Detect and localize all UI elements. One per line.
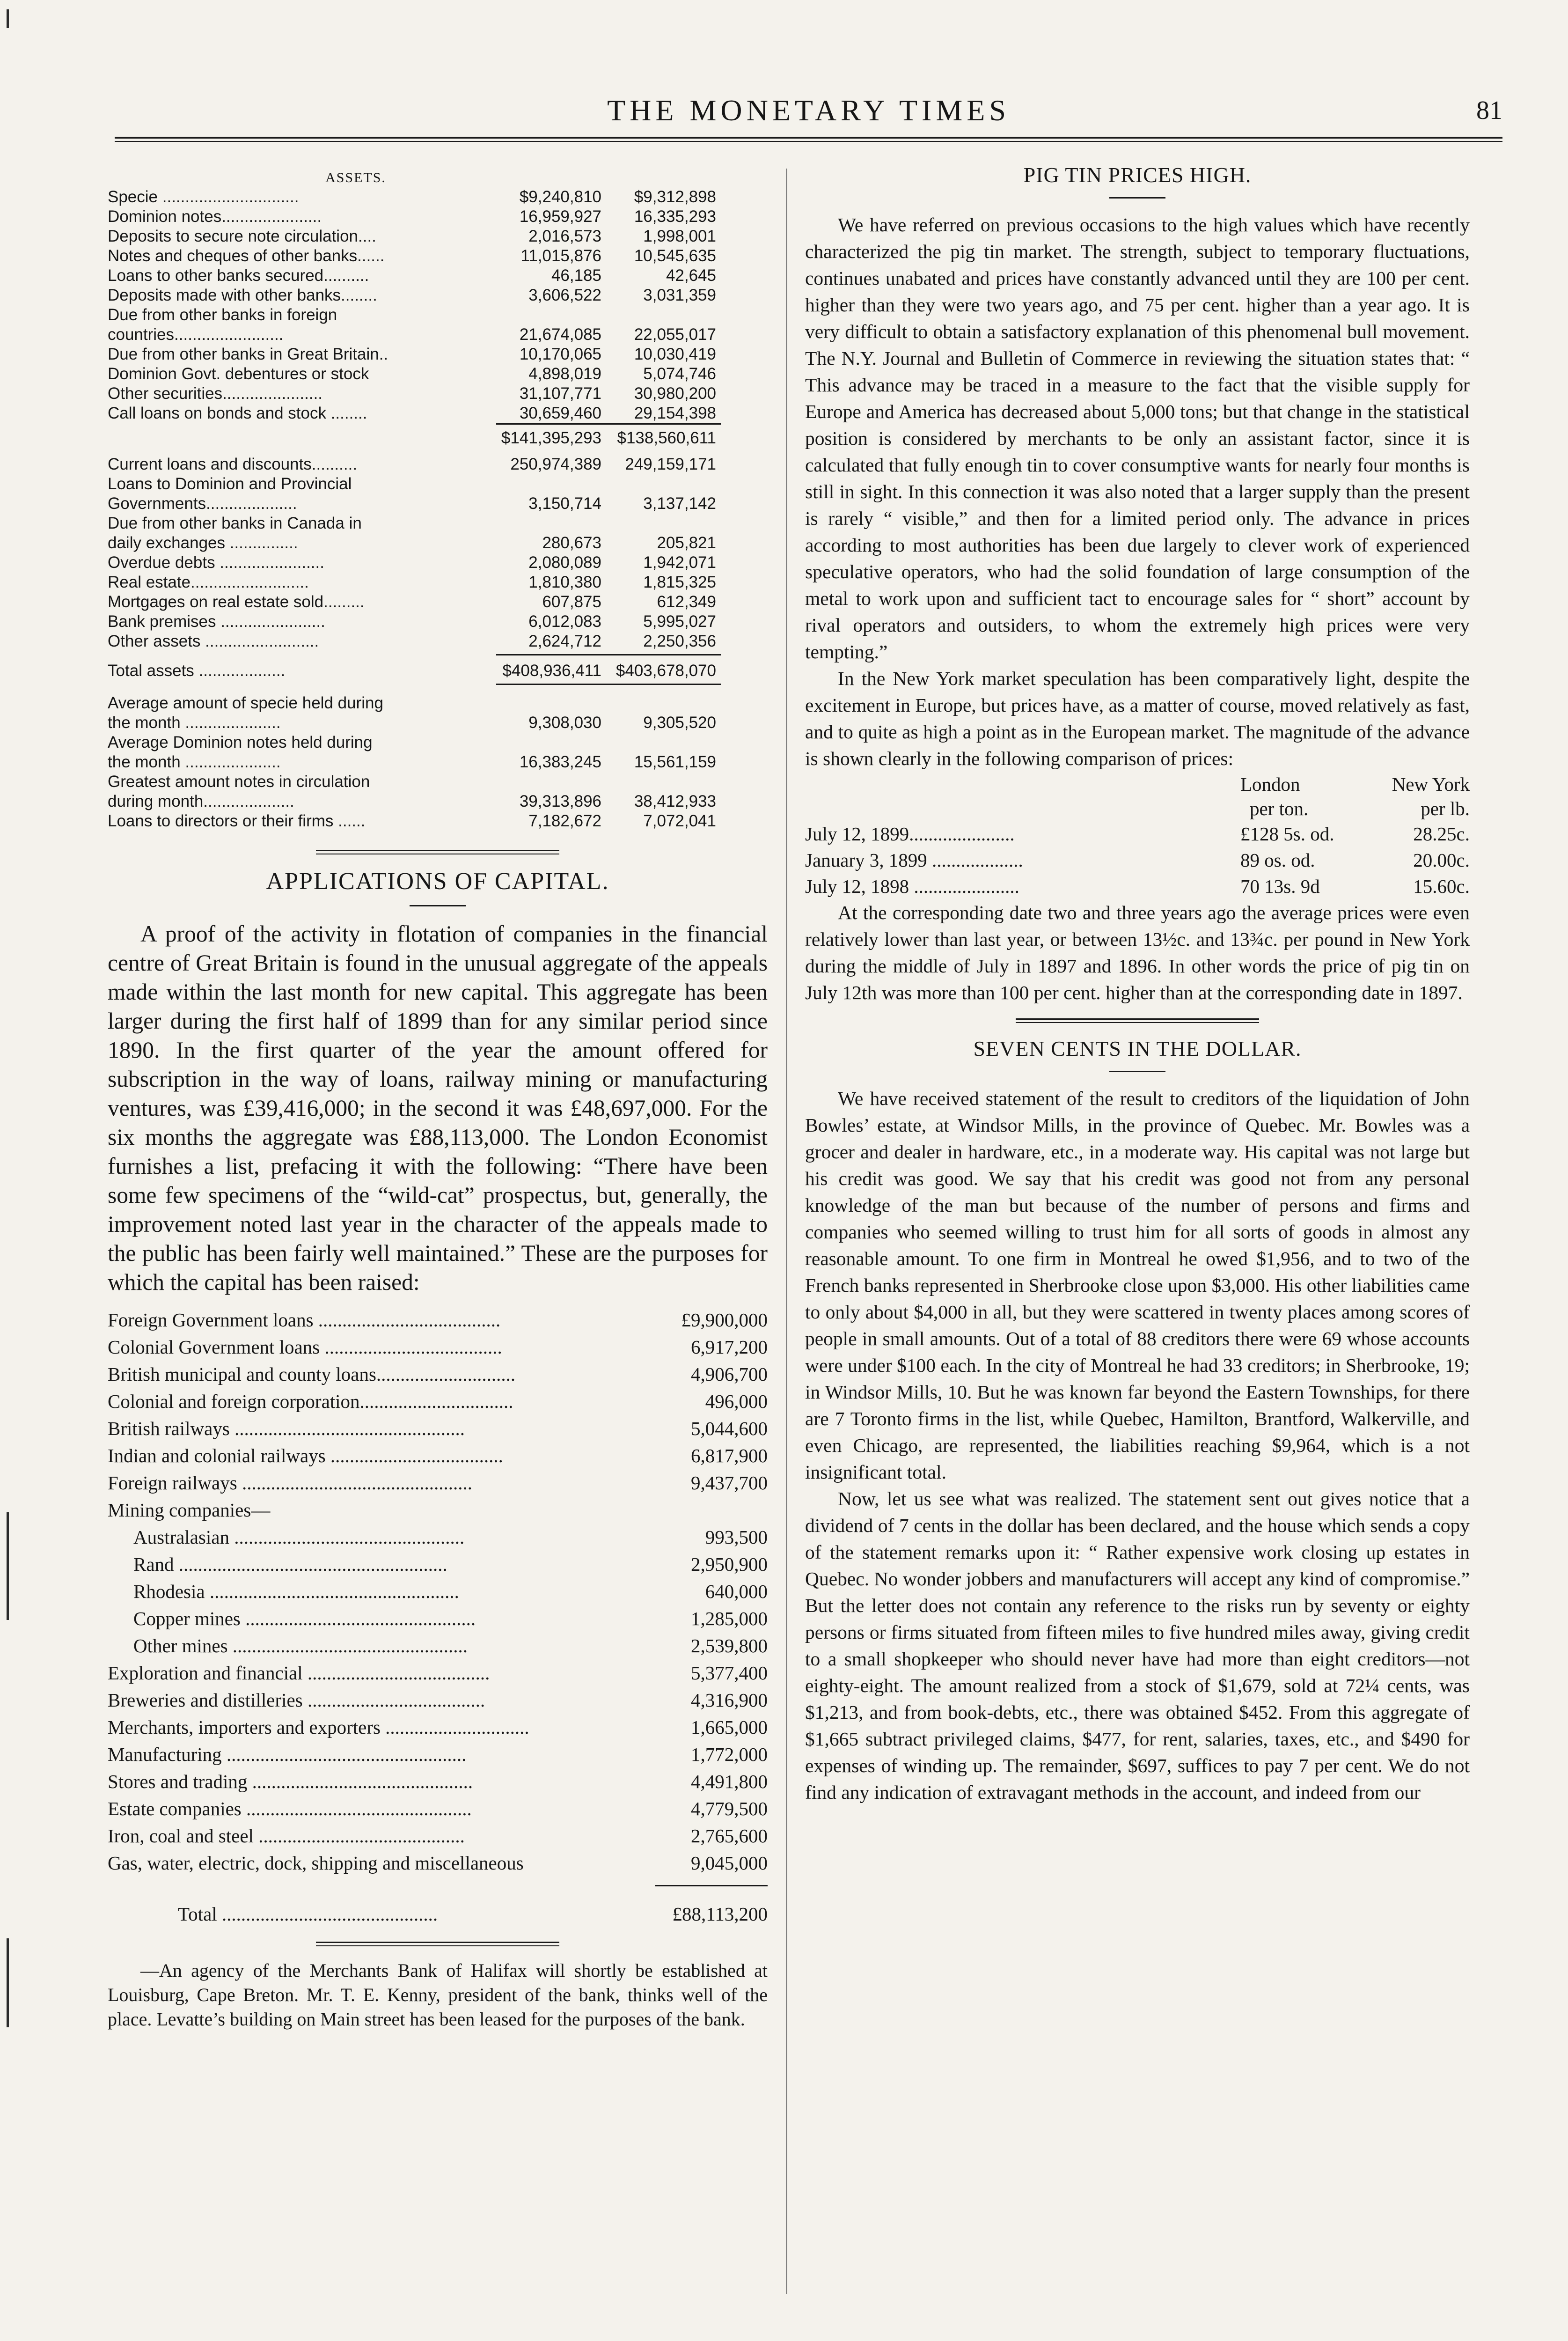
assets-row: [108, 573, 768, 592]
asset-label: Real estate..........................: [108, 573, 309, 591]
asset-value-1898: $9,312,898: [634, 188, 716, 206]
asset-value-1898: 9,305,520: [643, 714, 716, 732]
total-assets-label: Total assets ...................: [108, 662, 286, 680]
asset-value-1898: 3,137,142: [643, 494, 716, 513]
margin-mark: [7, 1512, 9, 1620]
list-item: [108, 1659, 768, 1686]
right-column: [805, 162, 1470, 1806]
assets-row: [108, 246, 768, 266]
asset-label: Dominion notes......................: [108, 207, 322, 226]
purpose-value: 4,316,900: [691, 1689, 768, 1711]
asset-label: Mortgages on real estate sold.........: [108, 593, 365, 611]
purpose-label: Gas, water, electric, dock, shipping and miscellaneous: [108, 1852, 524, 1874]
pig-tin-paragraph-2: In the New York market speculation has been comparatively light, despite the excitement in Europe, but prices have, as a matter of course, moved relatively as fast, and to quite as high a point as in the European market. The magnitude of the advance is shown clearly in the following comparison of prices:: [805, 668, 1470, 769]
asset-value-1898: 205,821: [657, 534, 716, 552]
asset-label: Due from other banks in Canada in: [108, 514, 362, 532]
page-number: 81: [1476, 96, 1502, 125]
asset-label: the month .....................: [108, 753, 281, 771]
purpose-value: 9,437,700: [691, 1472, 768, 1494]
asset-value-1898: 1,998,001: [643, 227, 716, 245]
list-item: [108, 1469, 768, 1496]
asset-value-1899: 280,673: [542, 534, 601, 552]
applications-heading: APPLICATIONS OF CAPITAL.: [266, 868, 609, 895]
list-item: [108, 1333, 768, 1361]
margin-mark: [7, 9, 9, 28]
asset-value-1898: 38,412,933: [634, 792, 716, 810]
list-item: [108, 1686, 768, 1714]
subtotal-1898: $138,560,611: [617, 429, 716, 447]
purpose-value: £9,900,000: [681, 1309, 768, 1331]
list-item: [108, 1768, 768, 1795]
capital-total-value: £88,113,200: [672, 1903, 768, 1925]
list-item: [108, 1306, 768, 1333]
price-table-header: [805, 772, 1470, 796]
list-item: [108, 1524, 768, 1551]
purpose-label: Copper mines ................................................: [133, 1608, 476, 1629]
assets-row: [108, 533, 768, 553]
asset-label: Bank premises .......................: [108, 612, 325, 631]
pig-tin-heading: PIG TIN PRICES HIGH.: [1023, 163, 1252, 187]
assets-row: [108, 227, 768, 246]
asset-label: Loans to other banks secured..........: [108, 266, 369, 285]
price-comparison-table: [805, 772, 1470, 899]
seven-cents-heading: SEVEN CENTS IN THE DOLLAR.: [973, 1037, 1302, 1060]
purpose-label: Rand ........................................................: [133, 1553, 447, 1575]
section-rule: [316, 850, 559, 854]
assets-row: [108, 286, 768, 305]
asset-value-1898: 29,154,398: [634, 404, 716, 422]
asset-label: the month .....................: [108, 714, 281, 732]
assets-row: [108, 752, 768, 772]
assets-row: [108, 345, 768, 364]
asset-value-1898: 22,055,017: [634, 325, 716, 344]
heading-rule: [1109, 197, 1165, 199]
list-item: [108, 1795, 768, 1822]
assets-row: [108, 364, 768, 384]
seven-cents-paragraph-1: We have received statement of the result to creditors of the liquidation of John Bowles’ estate, at Windsor Mills, in the province of Quebec. Mr. Bowles was a grocer and dealer in hardware, etc., in a moderate way. His capital was not large but his credit was good. We say that his credit was good not from any personal knowledge of the man but because of the number of persons and firms and companies who seemed willing to trust him for all sorts of goods in almost any reasonable amount. To one firm in Montreal he owed $1,956, and to two of the French banks represented in Sherbrooke close upon $3,000. His other liabilities came to only about $4,000 in all, but they were scattered in twenty places among scores of people in small amounts. Out of a total of 88 creditors there were 69 whose accounts were under $100 each. In the city of Montreal he had 33 creditors; in Sherbrooke, 19; in Windsor Mills, 10. But he was known far beyond the Eastern Townships, for there are 7 Toronto firms in the list, while Quebec, Hamilton, Brantford, Walkerville, and even Chicago, are represented, the liabilities reaching $9,964, which is a not insignificant total.: [805, 1088, 1470, 1483]
assets-row: [108, 693, 768, 713]
purpose-value: 5,377,400: [691, 1662, 768, 1684]
assets-row: [108, 553, 768, 573]
asset-value-1899: 21,674,085: [519, 325, 601, 344]
assets-row: [108, 404, 768, 423]
asset-value-1899: $9,240,810: [519, 188, 601, 206]
list-item: [108, 1442, 768, 1469]
total-rule: [496, 684, 721, 687]
list-item: [108, 1551, 768, 1578]
price-ny: 28.25c.: [1413, 823, 1470, 845]
purpose-label: Manufacturing ..................................................: [108, 1744, 467, 1765]
asset-label: daily exchanges ...............: [108, 534, 298, 552]
total-rule: [655, 1885, 768, 1886]
price-london: £128 5s. od.: [1240, 823, 1334, 845]
header-rule: [115, 137, 1502, 139]
asset-value-1898: 30,980,200: [634, 384, 716, 403]
purpose-label: Australasian ................................................: [133, 1526, 465, 1548]
purpose-value: 5,044,600: [691, 1418, 768, 1439]
asset-value-1899: 3,606,522: [528, 286, 601, 304]
left-column: [108, 169, 768, 2032]
assets-row: [108, 305, 768, 325]
assets-row: [108, 713, 768, 733]
asset-value-1898: 5,074,746: [643, 365, 716, 383]
list-item: [108, 1822, 768, 1849]
assets-row: [108, 792, 768, 811]
purpose-value: 4,491,800: [691, 1771, 768, 1792]
capital-total-row: [108, 1900, 768, 1928]
capital-purposes-list: [108, 1306, 768, 1877]
applications-paragraph: A proof of the activity in flotation of companies in the financial centre of Great Britain is found in the unusual aggregate of the appeals made within the last month for new capital. This aggregate has been larger during the first half of 1899 than for any similar period since 1890. In the first quarter of the year the amount offered for subscription in the way of loans, railway mining or manufacturing ventures, was £39,416,000; in the second it was £48,697,000. For the six months the aggregate was £88,113,000. The London Economist furnishes a list, prefacing it with the following: “There have been some few specimens of the “wild-cat” prospectus, but, generally, the improvement noted last year in the character of the appeals made to the public has been fairly well maintained.” These are the purposes for which the capital has been raised:: [108, 921, 768, 1295]
asset-value-1899: 39,313,896: [519, 792, 601, 810]
asset-value-1899: 16,383,245: [519, 753, 601, 771]
total-rule: [496, 654, 721, 657]
assets-row: [108, 187, 768, 207]
list-item: [108, 1361, 768, 1388]
asset-value-1899: 46,185: [551, 266, 601, 285]
asset-label: Overdue debts .......................: [108, 553, 324, 572]
seven-cents-paragraph-2: Now, let us see what was realized. The statement sent out gives notice that a dividend of 7 cents in the dollar has been declared, and the house which sends a copy of the statement remarks upon it: “ Rather expensive work closing up estates in Quebec. No wonder jobbers and manufacturers will accept any kind of compromise.” But the letter does not contain any reference to the risks run by seventy or eighty persons or firms situated from fifteen miles to five hundred miles away, giving credit to a small shopkeeper who should never have had more than eight creditors—not eighty-eight. The amount realized from a stock of $1,679, sold at 72¼ cents, was $1,213, and from book-debts, etc., there was obtained $452. From this aggregate of $1,665 subtract privileged claims, $477, for rent, salaries, taxes, etc., and $490 for expenses of winding up. The remainder, $697, suffices to pay 7 per cent. We do not find any indication of extravagant methods in the account, and indeed from our: [805, 1488, 1470, 1803]
purpose-label: Estate companies ...............................................: [108, 1798, 472, 1819]
pig-tin-paragraph-1: We have referred on previous occasions to the high values which have recently characterized the pig tin market. The strength, subject to temporary fluctuations, continues unabated and prices have constantly advanced until they are 100 per cent. higher than they were two years ago, and 75 per cent. higher than a year ago. It is very difficult to obtain a satisfactory explanation of this phenomenal bull movement. The N.Y. Journal and Bulletin of Commerce in reviewing the situation states that: “ This advance may be traced in a measure to the fact that the visible supply for Europe and America has decreased about 5,000 tons; but that change in the statistical position is considered by merchants to be only an assistant factor, since it is calculated that fully enough tin to cover consumptive wants for nearly four months is still in sight. In this connection it was also noted that a larger supply than the present is rarely “ visible,” and then for a limited period only. The advance in prices according to most authorities has been due largely to clever work of experienced speculative operators, who had the solid foundation of large consumption of the metal to work upon and sufficient tact to encourage sales for “ short” account by rival operators and outsiders, to whom the extremely high prices were very tempting.”: [805, 214, 1470, 663]
asset-value-1899: 250,974,389: [510, 455, 601, 473]
purpose-value: 2,950,900: [691, 1553, 768, 1575]
purpose-value: [669, 1496, 768, 1524]
purpose-label: Rhodesia ....................................................: [133, 1581, 459, 1602]
asset-label: Other assets .........................: [108, 632, 319, 650]
purpose-value: 6,817,900: [691, 1445, 768, 1466]
purpose-label: Iron, coal and steel ...........................................: [108, 1825, 465, 1847]
section-rule: [316, 1942, 559, 1946]
purpose-label: Indian and colonial railways ....................................: [108, 1445, 503, 1466]
price-table-units: [805, 796, 1470, 821]
asset-value-1898: 15,561,159: [634, 753, 716, 771]
list-item: [108, 1849, 768, 1877]
assets-row: [108, 325, 768, 345]
asset-value-1899: 16,959,927: [519, 207, 601, 226]
list-item: [108, 1496, 768, 1524]
asset-value-1898: 10,030,419: [634, 345, 716, 363]
asset-value-1899: 2,624,712: [528, 632, 601, 650]
purpose-value: 2,765,600: [691, 1825, 768, 1847]
page-header: [115, 92, 1502, 129]
asset-label: Governments....................: [108, 494, 297, 513]
asset-value-1899: 1,810,380: [528, 573, 601, 591]
assets-title: ASSETS.: [325, 170, 386, 185]
list-item: [108, 1388, 768, 1415]
purpose-value: 6,917,200: [691, 1336, 768, 1358]
purpose-value: 4,779,500: [691, 1798, 768, 1819]
assets-row: [108, 592, 768, 612]
heading-rule: [410, 905, 466, 906]
purpose-label: Mining companies—: [108, 1499, 271, 1521]
list-item: [108, 1605, 768, 1632]
asset-label: Deposits made with other banks........: [108, 286, 377, 304]
assets-table: [108, 169, 768, 831]
purpose-label: Colonial Government loans .....................................: [108, 1336, 502, 1358]
asset-label: Average Dominion notes held during: [108, 733, 373, 751]
asset-value-1899: 3,150,714: [528, 494, 601, 513]
assets-row: [108, 772, 768, 792]
price-london: 89 os. od.: [1240, 849, 1315, 871]
asset-label: Loans to Dominion and Provincial: [108, 475, 352, 493]
list-item: [108, 1578, 768, 1605]
purpose-value: 2,539,800: [691, 1635, 768, 1656]
asset-value-1898: 612,349: [657, 593, 716, 611]
assets-row: [108, 514, 768, 533]
price-ny: 15.60c.: [1413, 876, 1470, 897]
asset-value-1898: 5,995,027: [643, 612, 716, 631]
subtotal-1899: $141,395,293: [501, 429, 601, 447]
asset-value-1899: 4,898,019: [528, 365, 601, 383]
ny-unit: per lb.: [1421, 798, 1470, 819]
purpose-label: Colonial and foreign corporation................................: [108, 1391, 513, 1412]
price-row: [805, 821, 1470, 847]
asset-value-1898: 16,335,293: [634, 207, 716, 226]
ny-header: New York: [1392, 773, 1470, 795]
asset-value-1898: 249,159,171: [625, 455, 716, 473]
price-date: July 12, 1898 ......................: [805, 876, 1019, 897]
price-ny: 20.00c.: [1413, 849, 1470, 871]
total-assets-1898: $403,678,070: [615, 662, 716, 680]
asset-value-1898: 7,072,041: [643, 812, 716, 830]
header-rule: [115, 141, 1502, 142]
asset-value-1898: 42,645: [666, 266, 716, 285]
assets-row: [108, 733, 768, 752]
heading-rule: [1109, 1071, 1165, 1072]
list-item: [108, 1741, 768, 1768]
london-header: London: [1240, 773, 1300, 795]
asset-value-1899: 607,875: [542, 593, 601, 611]
asset-label: Due from other banks in Great Britain..: [108, 345, 388, 363]
asset-value-1898: 2,250,356: [643, 632, 716, 650]
london-unit: per ton.: [1250, 798, 1309, 819]
asset-label: Loans to directors or their firms ......: [108, 812, 366, 830]
purpose-label: Foreign railways ................................................: [108, 1472, 472, 1494]
purpose-value: 4,906,700: [691, 1363, 768, 1385]
asset-label: during month....................: [108, 792, 294, 810]
asset-value-1899: 31,107,771: [519, 384, 601, 403]
assets-row: [108, 207, 768, 227]
purpose-label: Breweries and distilleries .....................................: [108, 1689, 485, 1711]
pig-tin-paragraph-3: At the corresponding date two and three years ago the average prices were even relatively lower than last year, or between 13½c. and 13¾c. per pound in New York during the middle of July in 1897 and 1896. In other words the price of pig tin on July 12th was more than 100 per cent. higher than at the corresponding date in 1897.: [805, 902, 1470, 1003]
halifax-note: —An agency of the Merchants Bank of Halifax will shortly be established at Louisburg, Cape Breton. Mr. T. E. Kenny, president of the bank, thinks well of the place. Levatte’s building on Main street has been leased for the purposes of the bank.: [108, 1960, 768, 2030]
asset-value-1899: 11,015,876: [520, 247, 601, 265]
purpose-value: 640,000: [705, 1581, 768, 1602]
purpose-value: 1,665,000: [691, 1716, 768, 1738]
asset-value-1898: 1,942,071: [643, 553, 716, 572]
asset-value-1899: 2,080,089: [528, 553, 601, 572]
purpose-label: Exploration and financial ......................................: [108, 1662, 490, 1684]
assets-row: [108, 455, 768, 474]
asset-label: Call loans on bonds and stock ........: [108, 404, 367, 422]
purpose-label: Merchants, importers and exporters ..............................: [108, 1716, 529, 1738]
assets-row: [108, 474, 768, 494]
total-assets-row: [108, 661, 768, 681]
price-row: [805, 873, 1470, 899]
asset-label: Current loans and discounts..........: [108, 455, 358, 473]
purpose-value: 9,045,000: [691, 1852, 768, 1874]
asset-value-1899: 30,659,460: [519, 404, 601, 422]
margin-mark: [7, 1938, 9, 2027]
purpose-label: Other mines .................................................: [133, 1635, 468, 1656]
assets-row: [108, 384, 768, 404]
purpose-label: British municipal and county loans.............................: [108, 1363, 516, 1385]
subtotal-rule: [496, 423, 721, 427]
column-divider: [786, 169, 787, 2294]
purpose-label: British railways ................................................: [108, 1418, 465, 1439]
asset-value-1898: 10,545,635: [634, 247, 716, 265]
assets-row: [108, 494, 768, 514]
masthead: THE MONETARY TIMES: [607, 94, 1010, 127]
section-rule: [1016, 1018, 1259, 1023]
price-date: July 12, 1899......................: [805, 823, 1015, 845]
list-item: [108, 1415, 768, 1442]
purpose-value: 1,285,000: [691, 1608, 768, 1629]
asset-label: Average amount of specie held during: [108, 694, 383, 712]
purpose-value: 1,772,000: [691, 1744, 768, 1765]
assets-row: [108, 811, 768, 831]
assets-subtotal-row: [108, 428, 768, 448]
asset-label: Greatest amount notes in circulation: [108, 773, 370, 791]
asset-value-1899: 2,016,573: [528, 227, 601, 245]
list-item: [108, 1714, 768, 1741]
purpose-value: 993,500: [705, 1526, 768, 1548]
asset-value-1899: 9,308,030: [528, 714, 601, 732]
asset-label: Dominion Govt. debentures or stock: [108, 365, 369, 383]
capital-total-label: Total .............................................: [178, 1903, 438, 1925]
price-date: January 3, 1899 ...................: [805, 849, 1023, 871]
asset-label: Notes and cheques of other banks......: [108, 247, 385, 265]
asset-label: Specie ..............................: [108, 188, 299, 206]
asset-label: Due from other banks in foreign: [108, 306, 337, 324]
assets-row: [108, 632, 768, 651]
purpose-value: 496,000: [705, 1391, 768, 1412]
asset-value-1899: 7,182,672: [528, 812, 601, 830]
list-item: [108, 1632, 768, 1659]
price-row: [805, 847, 1470, 873]
assets-row: [108, 266, 768, 286]
asset-label: Other securities......................: [108, 384, 323, 403]
purpose-label: Stores and trading ..............................................: [108, 1771, 473, 1792]
asset-label: countries........................: [108, 325, 284, 344]
asset-label: Deposits to secure note circulation....: [108, 227, 376, 245]
asset-value-1898: 3,031,359: [643, 286, 716, 304]
price-london: 70 13s. 9d: [1240, 876, 1320, 897]
purpose-label: Foreign Government loans ......................................: [108, 1309, 501, 1331]
asset-value-1899: 6,012,083: [528, 612, 601, 631]
total-assets-1899: $408,936,411: [502, 662, 601, 680]
asset-value-1899: 10,170,065: [519, 345, 601, 363]
asset-value-1898: 1,815,325: [643, 573, 716, 591]
assets-row: [108, 612, 768, 632]
